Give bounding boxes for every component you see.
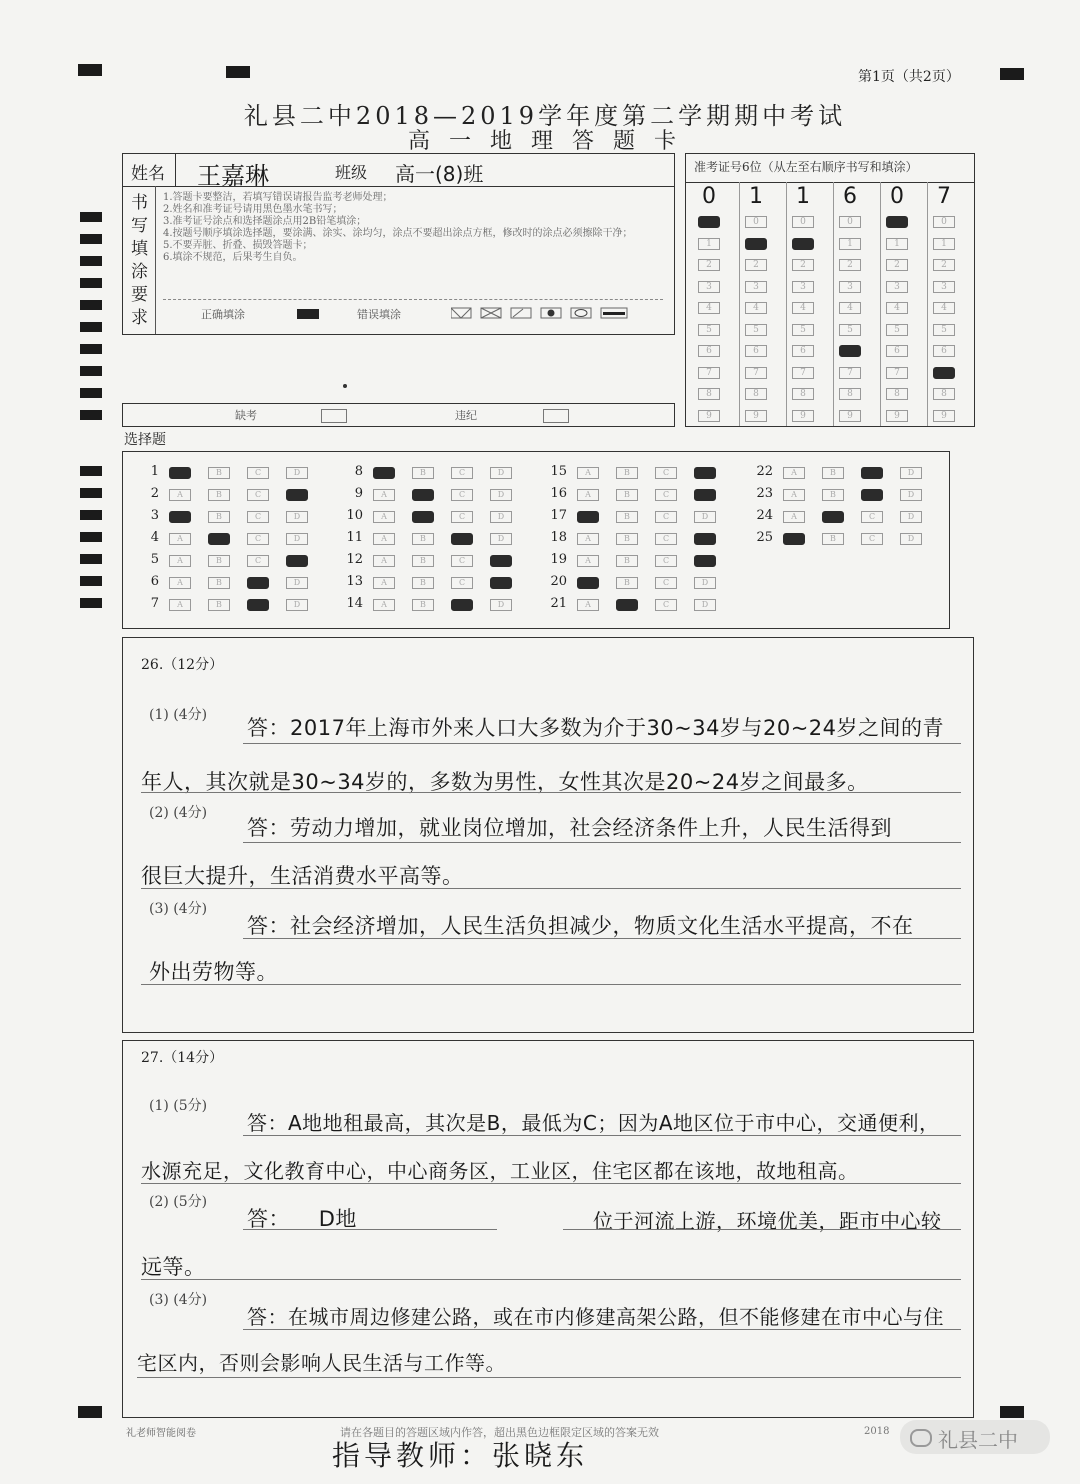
choice-bubble[interactable]: C xyxy=(247,555,269,567)
q26-part1-label: (1) (4分) xyxy=(149,707,208,723)
choice-bubble[interactable] xyxy=(451,599,473,611)
choice-bubble[interactable]: A xyxy=(373,599,395,611)
instructions-side-label: 书写填涂要求 xyxy=(131,193,148,328)
choice-bubble[interactable] xyxy=(577,511,599,523)
choice-question-number: 21 xyxy=(550,596,567,611)
choice-bubble[interactable]: A xyxy=(373,577,395,589)
choice-bubble[interactable]: B xyxy=(412,467,434,479)
q27-part2-reason: 位于河流上游，环境优美，距市中心较 xyxy=(593,1209,942,1233)
side-timing-mark xyxy=(80,532,102,542)
q26-label: 26.（12分） xyxy=(141,657,224,673)
choice-bubble[interactable]: A xyxy=(373,555,395,567)
exam-id-bubble[interactable] xyxy=(933,367,955,379)
choice-bubble[interactable]: C xyxy=(451,467,473,479)
exam-id-bubble[interactable]: 7 xyxy=(698,367,720,379)
choice-bubble[interactable] xyxy=(286,555,308,567)
choice-bubble[interactable]: B xyxy=(616,555,638,567)
choice-bubble[interactable]: A xyxy=(577,467,599,479)
class-value: 高一(8)班 xyxy=(395,162,484,186)
choice-bubble[interactable]: C xyxy=(655,511,677,523)
choice-bubble[interactable]: A xyxy=(577,489,599,501)
choice-bubble[interactable]: C xyxy=(655,599,677,611)
choice-bubble[interactable]: B xyxy=(616,533,638,545)
side-timing-mark xyxy=(80,598,102,608)
choice-bubble[interactable]: D xyxy=(490,511,512,523)
q26-part2-line1: 答：劳动力增加，就业岗位增加，社会经济条件上升，人民生活得到 xyxy=(247,816,892,840)
choice-bubble[interactable]: B xyxy=(822,489,844,501)
choice-bubble[interactable]: D xyxy=(694,599,716,611)
exam-id-bubble[interactable]: 4 xyxy=(886,302,908,314)
choice-bubble[interactable] xyxy=(861,489,883,501)
exam-id-bubble[interactable]: 0 xyxy=(839,216,861,228)
exam-id-digit: 0 xyxy=(890,184,904,209)
side-timing-mark xyxy=(80,488,102,498)
choice-bubble[interactable]: D xyxy=(490,599,512,611)
timing-mark xyxy=(1000,1406,1024,1418)
exam-id-bubble[interactable]: 5 xyxy=(745,324,767,336)
footer-right-small: 2018 xyxy=(864,1426,890,1437)
q26-part2-line2: 很巨大提升，生活消费水平高等。 xyxy=(141,864,464,888)
choice-bubble[interactable]: C xyxy=(655,555,677,567)
choice-bubble[interactable]: A xyxy=(577,533,599,545)
choice-bubble[interactable]: D xyxy=(286,467,308,479)
exam-id-bubble[interactable]: 1 xyxy=(698,238,720,250)
exam-id-bubble[interactable]: 1 xyxy=(933,238,955,250)
page-info: 第1页（共2页） xyxy=(858,69,960,85)
exam-id-bubble[interactable] xyxy=(745,238,767,250)
exam-id-bubble[interactable]: 3 xyxy=(745,281,767,293)
q26-part3-label: (3) (4分) xyxy=(149,901,208,917)
watermark-text: 礼县二中 xyxy=(938,1428,1018,1452)
choice-bubble[interactable] xyxy=(490,555,512,567)
exam-id-bubble[interactable]: 5 xyxy=(839,324,861,336)
correct-fill-label: 正确填涂 xyxy=(201,308,245,321)
exam-id-bubble[interactable]: 6 xyxy=(698,345,720,357)
exam-id-bubble[interactable]: 8 xyxy=(933,388,955,400)
choice-bubble[interactable] xyxy=(783,533,805,545)
exam-id-header: 准考证号6位（从左至右顺序书写和填涂） xyxy=(694,160,918,174)
choice-bubble[interactable]: B xyxy=(412,599,434,611)
exam-id-bubble[interactable]: 5 xyxy=(933,324,955,336)
footer-left: 礼老师智能阅卷 xyxy=(126,1428,196,1439)
exam-id-bubble[interactable]: 4 xyxy=(792,302,814,314)
choice-bubble[interactable]: B xyxy=(208,511,230,523)
choice-bubble[interactable] xyxy=(169,511,191,523)
q27-part1-line2: 水源充足，文化教育中心，中心商务区，工业区，住宅区都在该地，故地租高。 xyxy=(141,1159,859,1183)
choice-bubble[interactable]: C xyxy=(655,489,677,501)
choice-question-number: 8 xyxy=(354,464,363,479)
choice-bubble[interactable] xyxy=(412,489,434,501)
choice-bubble[interactable]: A xyxy=(169,489,191,501)
exam-id-bubble[interactable]: 5 xyxy=(792,324,814,336)
side-timing-mark xyxy=(80,300,102,310)
watermark-badge xyxy=(900,1420,1050,1454)
wechat-icon xyxy=(910,1429,932,1447)
choice-question-number: 10 xyxy=(346,508,363,523)
choice-bubble[interactable]: C xyxy=(655,533,677,545)
choice-bubble[interactable]: A xyxy=(169,555,191,567)
exam-id-bubble[interactable]: 9 xyxy=(839,410,861,422)
choice-bubble[interactable]: C xyxy=(861,511,883,523)
exam-id-bubble[interactable] xyxy=(886,216,908,228)
choice-bubble[interactable]: C xyxy=(247,467,269,479)
q27-label: 27.（14分） xyxy=(141,1050,224,1066)
exam-id-bubble[interactable]: 3 xyxy=(886,281,908,293)
q27-part3-line2: 宅区内，否则会影响人民生活与工作等。 xyxy=(137,1351,506,1375)
choice-question-number: 4 xyxy=(150,530,159,545)
choice-bubble[interactable]: B xyxy=(208,555,230,567)
exam-id-bubble[interactable]: 4 xyxy=(745,302,767,314)
choice-bubble[interactable]: B xyxy=(616,511,638,523)
exam-id-bubble[interactable]: 0 xyxy=(745,216,767,228)
q26-part3-line2: 外出劳物等。 xyxy=(149,960,278,984)
exam-id-bubble[interactable]: 0 xyxy=(792,216,814,228)
choice-bubble[interactable]: D xyxy=(900,511,922,523)
choice-bubble[interactable]: C xyxy=(655,467,677,479)
choice-bubble[interactable]: D xyxy=(286,599,308,611)
choice-question-number: 19 xyxy=(550,552,567,567)
choice-bubble[interactable]: A xyxy=(783,511,805,523)
choice-question-number: 22 xyxy=(756,464,773,479)
choice-bubble[interactable]: D xyxy=(490,467,512,479)
choice-bubble[interactable]: A xyxy=(169,577,191,589)
timing-mark xyxy=(1000,68,1024,80)
q26-part3-line1: 答：社会经济增加，人民生活负担减少，物质文化生活水平提高，不在 xyxy=(247,914,914,938)
choice-bubble[interactable] xyxy=(577,577,599,589)
choice-bubble[interactable]: D xyxy=(490,533,512,545)
choice-bubble[interactable]: B xyxy=(208,599,230,611)
exam-id-bubble[interactable] xyxy=(792,238,814,250)
absent-label: 缺考 xyxy=(235,409,257,422)
exam-id-bubble[interactable]: 4 xyxy=(933,302,955,314)
side-timing-mark xyxy=(80,388,102,398)
exam-id-bubble[interactable]: 6 xyxy=(933,345,955,357)
choice-question-number: 12 xyxy=(346,552,363,567)
choice-question-number: 14 xyxy=(346,596,363,611)
choice-question-number: 3 xyxy=(150,508,159,523)
choice-bubble[interactable]: A xyxy=(373,511,395,523)
side-timing-mark xyxy=(80,466,102,476)
q26-part1-line2: 年人，其次就是30~34岁的，多数为男性，女性其次是20~24岁之间最多。 xyxy=(141,770,869,794)
exam-id-bubble[interactable]: 7 xyxy=(839,367,861,379)
exam-id-bubble[interactable]: 8 xyxy=(839,388,861,400)
absent-violation-box xyxy=(122,403,675,427)
choice-bubble[interactable]: A xyxy=(783,467,805,479)
exam-id-bubble[interactable]: 8 xyxy=(745,388,767,400)
choice-question-number: 1 xyxy=(150,464,159,479)
q26-part1-line1: 答：2017年上海市外来人口大多数为介于30~34岁与20~24岁之间的青 xyxy=(247,716,945,740)
exam-id-digit: 1 xyxy=(749,184,763,209)
side-timing-mark xyxy=(80,212,102,222)
choice-bubble[interactable] xyxy=(616,599,638,611)
exam-id-bubble[interactable]: 9 xyxy=(698,410,720,422)
exam-id-digit: 0 xyxy=(702,184,716,209)
timing-mark xyxy=(78,64,102,76)
choice-question-number: 23 xyxy=(756,486,773,501)
choice-bubble[interactable]: A xyxy=(373,533,395,545)
exam-id-bubble[interactable]: 9 xyxy=(886,410,908,422)
side-timing-mark xyxy=(80,576,102,586)
choice-question-number: 20 xyxy=(550,574,567,589)
class-label: 班级 xyxy=(335,163,368,182)
exam-id-bubble[interactable]: 2 xyxy=(886,259,908,271)
exam-id-bubble[interactable]: 1 xyxy=(839,238,861,250)
exam-id-bubble[interactable]: 7 xyxy=(792,367,814,379)
exam-id-bubble[interactable]: 0 xyxy=(933,216,955,228)
name-value: 王嘉琳 xyxy=(197,162,269,190)
footer-center: 请在各题目的答题区域内作答，超出黑色边框限定区域的答案无效 xyxy=(340,1426,659,1439)
side-timing-mark xyxy=(80,278,102,288)
exam-id-bubble[interactable] xyxy=(698,216,720,228)
teacher-signature: 指导教师：张晓东 xyxy=(332,1439,589,1472)
choice-bubble[interactable] xyxy=(694,555,716,567)
exam-title: 礼县二中2018—2019学年度第二学期期中考试 xyxy=(243,102,847,130)
exam-subtitle: 高 一 地 理 答 题 卡 xyxy=(408,129,682,154)
exam-id-bubble[interactable]: 5 xyxy=(698,324,720,336)
exam-id-bubble[interactable]: 3 xyxy=(792,281,814,293)
exam-id-box xyxy=(685,153,975,427)
choice-question-number: 24 xyxy=(756,508,773,523)
side-timing-mark xyxy=(80,234,102,244)
exam-id-bubble[interactable]: 8 xyxy=(698,388,720,400)
choice-bubble[interactable] xyxy=(694,489,716,501)
choice-bubble[interactable]: B xyxy=(412,533,434,545)
choice-bubble[interactable]: A xyxy=(577,555,599,567)
exam-id-bubble[interactable]: 2 xyxy=(933,259,955,271)
side-timing-mark xyxy=(80,410,102,420)
exam-id-bubble[interactable]: 4 xyxy=(839,302,861,314)
choice-bubble[interactable] xyxy=(861,467,883,479)
choice-bubble[interactable] xyxy=(208,533,230,545)
exam-id-digit: 1 xyxy=(796,184,810,209)
exam-id-bubble[interactable]: 6 xyxy=(745,345,767,357)
choice-question-number: 16 xyxy=(550,486,567,501)
student-info-box xyxy=(122,153,675,335)
wrong-fill-label: 错误填涂 xyxy=(357,308,401,321)
exam-id-digit: 7 xyxy=(937,184,951,209)
choice-bubble[interactable]: D xyxy=(900,533,922,545)
side-timing-mark xyxy=(80,256,102,266)
timing-mark xyxy=(226,66,250,78)
choice-question-number: 9 xyxy=(354,486,363,501)
choice-bubble[interactable]: B xyxy=(208,577,230,589)
choice-bubble[interactable]: C xyxy=(247,511,269,523)
q27-part3-label: (3) (4分) xyxy=(149,1292,208,1308)
choice-bubble[interactable]: C xyxy=(655,577,677,589)
choice-question-number: 11 xyxy=(346,530,363,545)
choice-bubble[interactable] xyxy=(247,577,269,589)
choice-bubble[interactable]: D xyxy=(900,489,922,501)
choice-bubble[interactable]: B xyxy=(616,577,638,589)
choice-bubble[interactable]: B xyxy=(208,489,230,501)
exam-id-bubble[interactable]: 5 xyxy=(886,324,908,336)
exam-id-bubble[interactable]: 8 xyxy=(886,388,908,400)
exam-id-bubble[interactable]: 6 xyxy=(886,345,908,357)
q27-part1-line1: 答：A地地租最高，其次是B，最低为C；因为A地区位于市中心，交通便利， xyxy=(247,1111,940,1135)
exam-id-bubble[interactable]: 3 xyxy=(698,281,720,293)
side-timing-mark xyxy=(80,366,102,376)
choice-question-number: 18 xyxy=(550,530,567,545)
exam-id-digit: 6 xyxy=(843,184,857,209)
choice-bubble[interactable]: C xyxy=(861,533,883,545)
exam-id-bubble[interactable]: 7 xyxy=(886,367,908,379)
exam-id-bubble[interactable]: 7 xyxy=(745,367,767,379)
choice-question-number: 13 xyxy=(346,574,363,589)
instructions-list: 1.答题卡要整洁，若填写错误请报告监考老师处理； 2.姓名和准考证号请用黑色墨水笔书写； 3.准考证号涂点和选择题涂点用2B铅笔填涂； 4.按题号顺序填涂选择题，要涂满、涂实、涂均匀，涂点不要超出涂点方框，修改时的涂点必须擦除干净； 5.不要弄脏、折叠、损毁答题卡； 6.填涂不规范，后果考生自负。 xyxy=(163,192,633,263)
choice-question-number: 6 xyxy=(150,574,159,589)
choice-bubble[interactable]: D xyxy=(694,577,716,589)
exam-id-bubble[interactable]: 3 xyxy=(933,281,955,293)
choice-bubble[interactable] xyxy=(286,489,308,501)
side-timing-mark xyxy=(80,344,102,354)
violation-label: 违纪 xyxy=(455,409,477,422)
q26-box xyxy=(122,637,974,1033)
q27-part2-answer: 答： D地 xyxy=(247,1207,357,1231)
choice-bubble[interactable]: C xyxy=(451,555,473,567)
side-timing-mark xyxy=(80,510,102,520)
choice-bubble[interactable]: B xyxy=(822,467,844,479)
q27-part1-label: (1) (5分) xyxy=(149,1098,208,1114)
choice-question-number: 2 xyxy=(150,486,159,501)
choice-bubble[interactable]: B xyxy=(208,467,230,479)
exam-id-bubble[interactable]: 4 xyxy=(698,302,720,314)
choice-question-number: 17 xyxy=(550,508,567,523)
choice-bubble[interactable]: A xyxy=(169,533,191,545)
choice-bubble[interactable]: B xyxy=(822,533,844,545)
choice-bubble[interactable]: D xyxy=(286,533,308,545)
choice-bubble[interactable] xyxy=(694,533,716,545)
choice-bubble[interactable]: D xyxy=(490,489,512,501)
choice-bubble[interactable]: C xyxy=(451,577,473,589)
choice-question-number: 15 xyxy=(550,464,567,479)
choice-bubble[interactable] xyxy=(169,467,191,479)
choice-bubble[interactable]: D xyxy=(694,511,716,523)
side-timing-mark xyxy=(80,322,102,332)
choice-bubble[interactable]: C xyxy=(247,489,269,501)
choice-box xyxy=(122,451,950,629)
choice-bubble[interactable] xyxy=(247,599,269,611)
choice-bubble[interactable]: C xyxy=(247,533,269,545)
choice-question-number: 25 xyxy=(756,530,773,545)
choice-bubble[interactable]: D xyxy=(286,511,308,523)
choice-bubble[interactable]: B xyxy=(412,577,434,589)
exam-id-bubble[interactable]: 2 xyxy=(839,259,861,271)
exam-id-bubble[interactable]: 9 xyxy=(792,410,814,422)
q27-box xyxy=(122,1040,974,1418)
q26-part2-label: (2) (4分) xyxy=(149,805,208,821)
timing-mark xyxy=(78,1406,102,1418)
choice-bubble[interactable]: A xyxy=(373,489,395,501)
exam-id-bubble[interactable]: 9 xyxy=(933,410,955,422)
exam-id-bubble[interactable]: 2 xyxy=(792,259,814,271)
choice-bubble[interactable] xyxy=(694,467,716,479)
exam-id-bubble[interactable]: 2 xyxy=(745,259,767,271)
exam-id-bubble[interactable]: 8 xyxy=(792,388,814,400)
choice-bubble[interactable]: B xyxy=(616,467,638,479)
choice-bubble[interactable]: A xyxy=(783,489,805,501)
choice-question-number: 7 xyxy=(150,596,159,611)
exam-id-bubble[interactable]: 9 xyxy=(745,410,767,422)
choice-bubble[interactable] xyxy=(451,533,473,545)
exam-id-bubble[interactable]: 1 xyxy=(886,238,908,250)
absent-checkbox[interactable] xyxy=(321,409,347,423)
choice-question-number: 5 xyxy=(150,552,159,567)
choice-bubble[interactable] xyxy=(373,467,395,479)
choice-bubble[interactable]: B xyxy=(412,555,434,567)
choice-bubble[interactable]: A xyxy=(577,599,599,611)
choice-bubble[interactable]: A xyxy=(169,599,191,611)
choice-bubble[interactable] xyxy=(490,577,512,589)
choice-bubble[interactable]: D xyxy=(900,467,922,479)
q27-part2-line2: 远等。 xyxy=(141,1255,206,1279)
correct-fill-sample xyxy=(297,309,319,319)
side-timing-mark xyxy=(80,554,102,564)
exam-id-bubble[interactable] xyxy=(839,345,861,357)
choice-section-label: 选择题 xyxy=(124,432,166,448)
exam-id-bubble[interactable]: 2 xyxy=(698,259,720,271)
choice-bubble[interactable]: B xyxy=(616,489,638,501)
choice-bubble[interactable]: C xyxy=(451,489,473,501)
q27-part3-line1: 答：在城市周边修建公路，或在市内修建高架公路，但不能修建在市中心与住 xyxy=(247,1305,944,1329)
name-label: 姓名 xyxy=(131,164,165,184)
choice-bubble[interactable] xyxy=(822,511,844,523)
choice-bubble[interactable] xyxy=(412,511,434,523)
wrong-fill-samples xyxy=(451,304,641,326)
violation-checkbox[interactable] xyxy=(543,409,569,423)
exam-id-bubble[interactable]: 3 xyxy=(839,281,861,293)
choice-bubble[interactable]: D xyxy=(286,577,308,589)
q27-part2-label: (2) (5分) xyxy=(149,1194,208,1210)
exam-id-bubble[interactable]: 6 xyxy=(792,345,814,357)
choice-bubble[interactable]: C xyxy=(451,511,473,523)
